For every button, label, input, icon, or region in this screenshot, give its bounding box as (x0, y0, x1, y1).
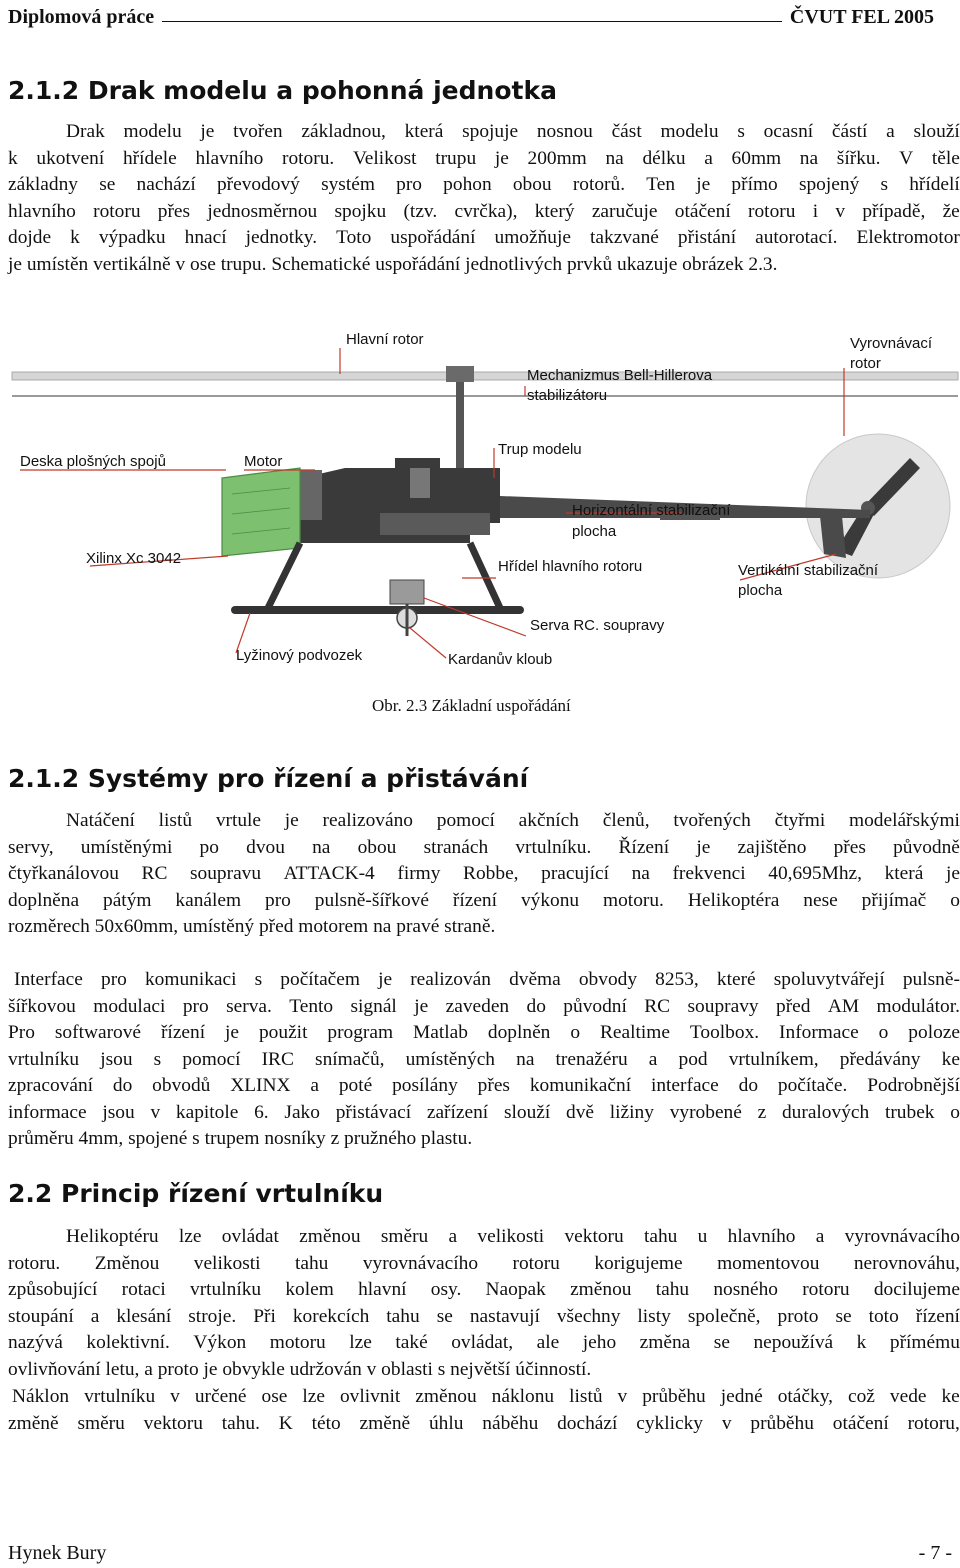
label-xilinx: Xilinx Xc 3042 (86, 550, 182, 567)
skid-struts (268, 543, 500, 608)
pcb-board (222, 468, 300, 556)
section-heading-2-1-2-drak: 2.1.2 Drak modelu a pohonná jednotka (8, 76, 557, 105)
main-rotor-blade-left (12, 372, 450, 380)
text-line: průměru 4mm, spojené s trupem nosníky z pružného plastu. (8, 1128, 473, 1149)
label-bell-hiller-2: stabilizátoru (527, 387, 608, 404)
page-number: - 7 - (918, 1542, 952, 1564)
paragraph-tilt (8, 1384, 960, 1437)
text-line: rozměrech 50x60mm, umístěný před motorem na pravé straně. (8, 916, 496, 937)
text-line: zpracování do obvodů XLINX a poté posílány přes komunikační interface do počítače. Podrobnější (8, 1075, 960, 1096)
label-v-stab-1: Vertikální stabilizační (738, 562, 879, 579)
text-line: základny se nachází převodový systém pro pohon obou rotorů. Ten je přímo spojený s hřídelí (8, 174, 960, 195)
text-line: Náklon vrtulníku v určené ose lze ovlivnit změnou náklonu listů v průběhu jedné otáčky, což vede ke (12, 1386, 960, 1407)
text-line: je umístěn vertikálně v ose trupu. Schematické uspořádání jednotlivých prvků ukazuje obrázek 2.3. (8, 253, 778, 275)
label-pcb: Deska plošných spojů (20, 453, 166, 470)
label-cardan: Kardanův kloub (448, 651, 553, 668)
text-line: Interface pro komunikaci s počítačem je realizován dvěma obvody 8253, které spoluvytvářejí pulsně- (14, 969, 960, 990)
fuselage-window (410, 468, 430, 498)
helicopter-diagram (0, 318, 960, 678)
label-h-stab-2: plocha (572, 523, 617, 540)
rotor-head (446, 366, 474, 382)
label-h-stab-1: Horizontální stabilizační (572, 502, 731, 519)
header-rule (162, 21, 782, 22)
label-servo: Serva RC. soupravy (530, 617, 665, 634)
section-heading-2-1-2-systemy: 2.1.2 Systémy pro řízení a přistávání (8, 764, 529, 793)
text-line: dojde k výpadku hnací jednotky. Toto uspořádání umožňuje takzvané přistání autorotací. Elektromotor (8, 227, 960, 248)
paragraph-drak (8, 119, 960, 278)
page-footer (8, 1542, 952, 1565)
footer-author: Hynek Bury (8, 1542, 107, 1564)
text-line: Helikoptéru lze ovládat změnou směru a velikosti vektoru tahu u hlavního a vyrovnávacího (66, 1226, 960, 1247)
vertical-stabilizer (820, 516, 846, 558)
fuselage-tray (380, 513, 490, 535)
text-line: nazývá kolektivní. Výkon motoru lze také ovládat, ale jeho změna se nepoužívá k přímému (8, 1332, 960, 1353)
label-skids: Lyžinový podvozek (236, 647, 363, 664)
header-left: Diplomová práce (8, 5, 155, 28)
text-line: Drak modelu je tvořen základnou, která spojuje nosnou část modelu s ocasní částí a slouží (66, 121, 960, 142)
motor (300, 470, 322, 520)
servo (390, 580, 424, 604)
section-heading-2-2: 2.2 Princip řízení vrtulníku (8, 1179, 384, 1208)
label-tail-rotor-1: Vyrovnávací (850, 335, 932, 352)
page-header (8, 5, 934, 29)
text-line: Pro softwarové řízení je použit program Matlab doplněn o Realtime Toolbox. Informace o poloze (8, 1022, 960, 1043)
text-line: k ukotvení hřídele hlavního rotoru. Velikost trupu je 200mm na délku a 60mm na šířku. V těle (8, 147, 960, 169)
label-fuselage: Trup modelu (498, 441, 582, 458)
label-main-rotor: Hlavní rotor (346, 331, 424, 348)
text-line: informace jsou v kapitole 6. Jako přistávací zařízení slouží dvě ližiny vyrobené z duralových trubek o (8, 1101, 960, 1123)
label-v-stab-2: plocha (738, 582, 783, 599)
helicopter-diagram-svg (0, 318, 960, 678)
paragraph-principle (8, 1224, 960, 1383)
text-line: šířkovou modulaci pro serva. Tento signál je zaveden do původní RC soupravy před AM modulátor. (8, 995, 960, 1017)
text-line: hlavního rotoru přes jednosměrnou spojku (tzv. cvrčka), který zaručuje otáčení rotoru i v případě, že (8, 200, 960, 222)
label-shaft: Hřídel hlavního rotoru (498, 558, 643, 575)
paragraph-interface (8, 967, 960, 1153)
text-line: Natáčení listů vrtule je realizováno pomocí akčních členů, tvořených čtyřmi modelářskými (66, 810, 960, 831)
header-right: ČVUT FEL 2005 (789, 5, 934, 28)
text-line: změně směru vektoru tahu. K této změně úhlu náběhu dochází cyklicky v průběhu otáčení rotoru, (8, 1412, 960, 1434)
text-line: ovlivňování letu, a proto je obvykle udržován v oblasti s největší účinností. (8, 1358, 592, 1380)
label-motor: Motor (244, 453, 283, 470)
text-line: servy, umístěnými po dvou na obou stranách vrtulníku. Řízení je zajištěno přes původně (8, 836, 960, 858)
paragraph-servos (8, 808, 960, 941)
text-line: způsobující rotaci vrtulníku kolem hlavní osy. Naopak změnou tahu nosného rotoru docilujeme (8, 1279, 960, 1300)
text-line: doplněna pátým kanálem pro pulsně-šířkové řízení výkonu motoru. Helikoptéra nese přijímač o (8, 889, 960, 911)
text-line: vrtulníku jsou s pomocí IRC snímačů, umístěných na trenažéru a pod vrtulníkem, předávány ke (8, 1048, 960, 1070)
label-tail-rotor-2: rotor (850, 355, 881, 372)
text-line: rotoru. Změnou velikosti tahu vyrovnávacího rotoru korigujeme momentovou nerovnováhu, (8, 1252, 960, 1274)
text-line: čtyřkanálovou RC soupravu ATTACK-4 firmy Robbe, pracující na frekvenci 40,695Mhz, která je (8, 863, 960, 884)
label-bell-hiller-1: Mechanizmus Bell-Hillerova (527, 367, 713, 384)
figure-caption: Obr. 2.3 Základní uspořádání (372, 696, 571, 715)
text-line: stoupání a klesání stroje. Při korekcích tahu se nastavují všechny listy společně, proto se toto řízení (8, 1305, 960, 1327)
